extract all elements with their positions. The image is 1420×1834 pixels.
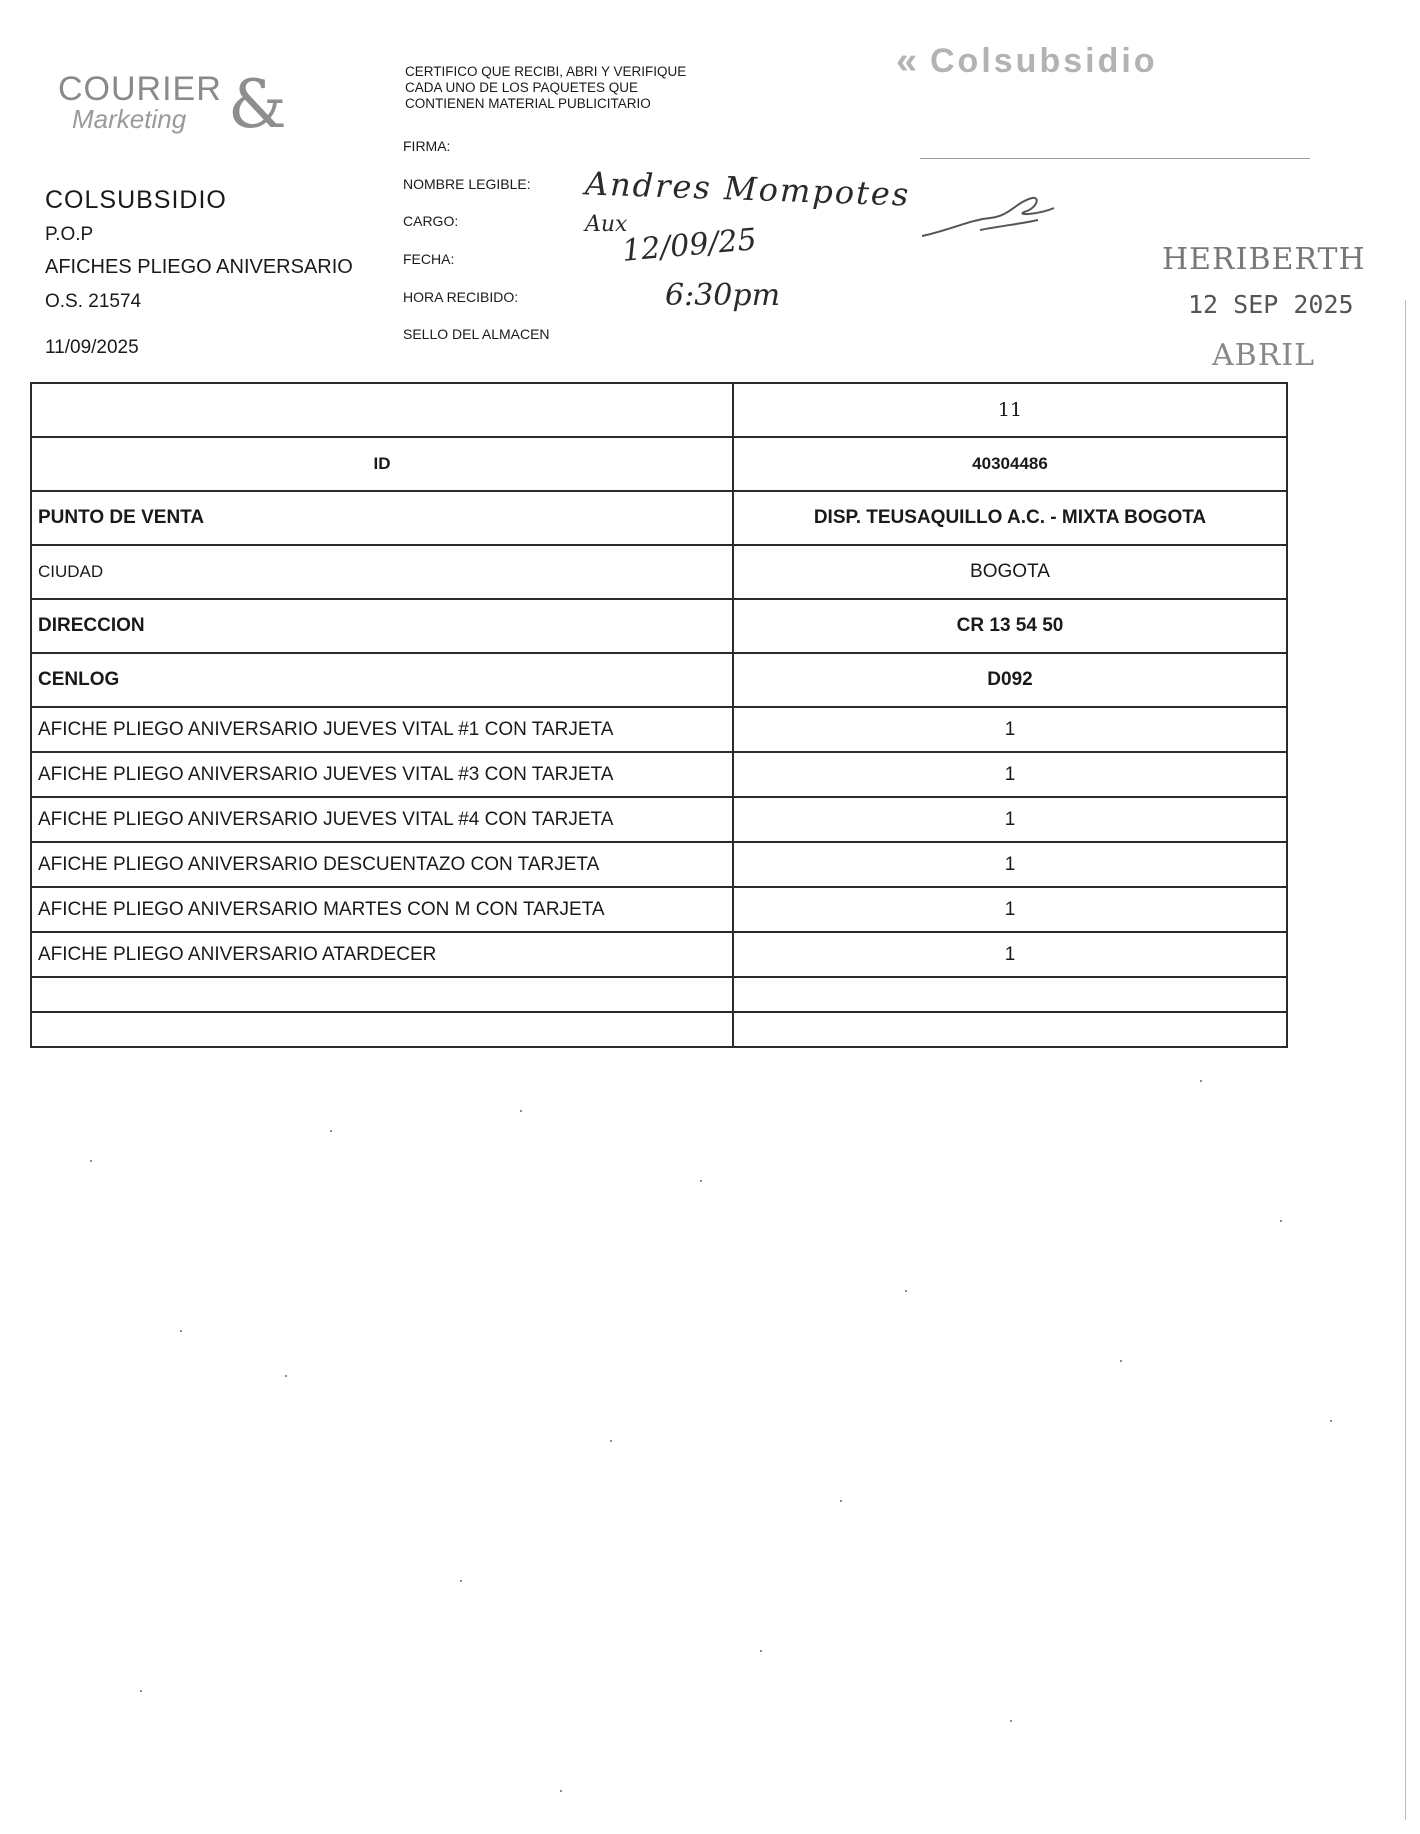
document-date: 11/09/2025 bbox=[45, 337, 139, 358]
program-label: P.O.P bbox=[45, 224, 94, 245]
sello-label: SELLO DEL ALMACEN bbox=[403, 326, 550, 342]
table-top-value: 11 bbox=[733, 383, 1287, 437]
logo-ampersand: & bbox=[228, 66, 287, 143]
item-label: AFICHE PLIEGO ANIVERSARIO MARTES CON M CON TARJETA bbox=[31, 887, 733, 932]
cert-line-3: CONTIENEN MATERIAL PUBLICITARIO bbox=[405, 96, 651, 111]
table-row bbox=[31, 842, 1287, 887]
ciudad-value: BOGOTA bbox=[733, 545, 1287, 599]
delivery-table bbox=[30, 382, 1288, 1048]
item-qty: 1 bbox=[733, 887, 1287, 932]
cargo-label: CARGO: bbox=[403, 213, 459, 229]
item-qty: 1 bbox=[733, 707, 1287, 752]
stamp-name: HERIBERTH bbox=[1162, 242, 1366, 277]
table-row bbox=[31, 707, 1287, 752]
item-label: AFICHE PLIEGO ANIVERSARIO ATARDECER bbox=[31, 932, 733, 977]
certification-text bbox=[405, 64, 805, 112]
table-cell-empty bbox=[733, 1012, 1287, 1047]
handwritten-time: 6:30pm bbox=[665, 278, 781, 313]
table-row bbox=[31, 545, 1287, 599]
cenlog-label: CENLOG bbox=[31, 653, 733, 707]
order-number: O.S. 21574 bbox=[45, 291, 142, 312]
handwritten-name: Andres Mompotes bbox=[584, 164, 911, 214]
cert-line-1: CERTIFICO QUE RECIBI, ABRI Y VERIFIQUE bbox=[405, 64, 687, 79]
handwritten-date: 12/09/25 bbox=[620, 222, 759, 269]
nombre-label: NOMBRE LEGIBLE: bbox=[403, 176, 531, 192]
fecha-label: FECHA: bbox=[403, 251, 455, 267]
hora-label: HORA RECIBIDO: bbox=[403, 289, 519, 305]
courier-marketing-logo bbox=[58, 66, 287, 152]
table-row bbox=[31, 437, 1287, 491]
table-cell-empty bbox=[733, 977, 1287, 1012]
table-row bbox=[31, 797, 1287, 842]
item-qty: 1 bbox=[733, 797, 1287, 842]
table-row bbox=[31, 491, 1287, 545]
item-label: AFICHE PLIEGO ANIVERSARIO JUEVES VITAL #1 CON TARJETA bbox=[31, 707, 733, 752]
item-label: AFICHE PLIEGO ANIVERSARIO DESCUENTAZO CON TARJETA bbox=[31, 842, 733, 887]
cenlog-value: D092 bbox=[733, 653, 1287, 707]
table-row bbox=[31, 752, 1287, 797]
punto-venta-label: PUNTO DE VENTA bbox=[31, 491, 733, 545]
table-cell-empty bbox=[31, 977, 733, 1012]
stamp-date: 12 SEP 2025 bbox=[1188, 290, 1354, 319]
item-qty: 1 bbox=[733, 842, 1287, 887]
punto-venta-value: DISP. TEUSAQUILLO A.C. - MIXTA BOGOTA bbox=[733, 491, 1287, 545]
item-label: AFICHE PLIEGO ANIVERSARIO JUEVES VITAL #3 CON TARJETA bbox=[31, 752, 733, 797]
table-row bbox=[31, 932, 1287, 977]
table-row bbox=[31, 653, 1287, 707]
table-row bbox=[31, 383, 1287, 437]
table-row bbox=[31, 1012, 1287, 1047]
id-label: ID bbox=[31, 437, 733, 491]
id-value: 40304486 bbox=[733, 437, 1287, 491]
table-row bbox=[31, 887, 1287, 932]
logo-sub-text: Marketing bbox=[72, 104, 187, 134]
direccion-value: CR 13 54 50 bbox=[733, 599, 1287, 653]
item-label: AFICHE PLIEGO ANIVERSARIO JUEVES VITAL #4 CON TARJETA bbox=[31, 797, 733, 842]
company-name: COLSUBSIDIO bbox=[45, 186, 227, 214]
colsubsidio-brand bbox=[896, 40, 1158, 82]
signature-line bbox=[920, 158, 1310, 159]
item-qty: 1 bbox=[733, 932, 1287, 977]
firma-label: FIRMA: bbox=[403, 138, 451, 154]
logo-main-text: COURIER bbox=[58, 70, 222, 108]
brand-name: Colsubsidio bbox=[930, 42, 1158, 80]
item-qty: 1 bbox=[733, 752, 1287, 797]
scan-edge-line bbox=[1405, 300, 1406, 1820]
handwritten-cargo: Aux bbox=[585, 212, 628, 237]
cert-line-2: CADA UNO DE LOS PAQUETES QUE bbox=[405, 80, 639, 95]
direccion-label: DIRECCION bbox=[31, 599, 733, 653]
campaign-title: AFICHES PLIEGO ANIVERSARIO bbox=[45, 256, 353, 278]
table-row bbox=[31, 977, 1287, 1012]
stamp-month: ABRIL bbox=[1212, 338, 1316, 373]
table-cell-empty bbox=[31, 383, 733, 437]
table-row bbox=[31, 599, 1287, 653]
ciudad-label: CIUDAD bbox=[31, 545, 733, 599]
brand-chevron-icon: « bbox=[896, 40, 921, 82]
signature-scribble bbox=[920, 190, 1080, 244]
table-cell-empty bbox=[31, 1012, 733, 1047]
